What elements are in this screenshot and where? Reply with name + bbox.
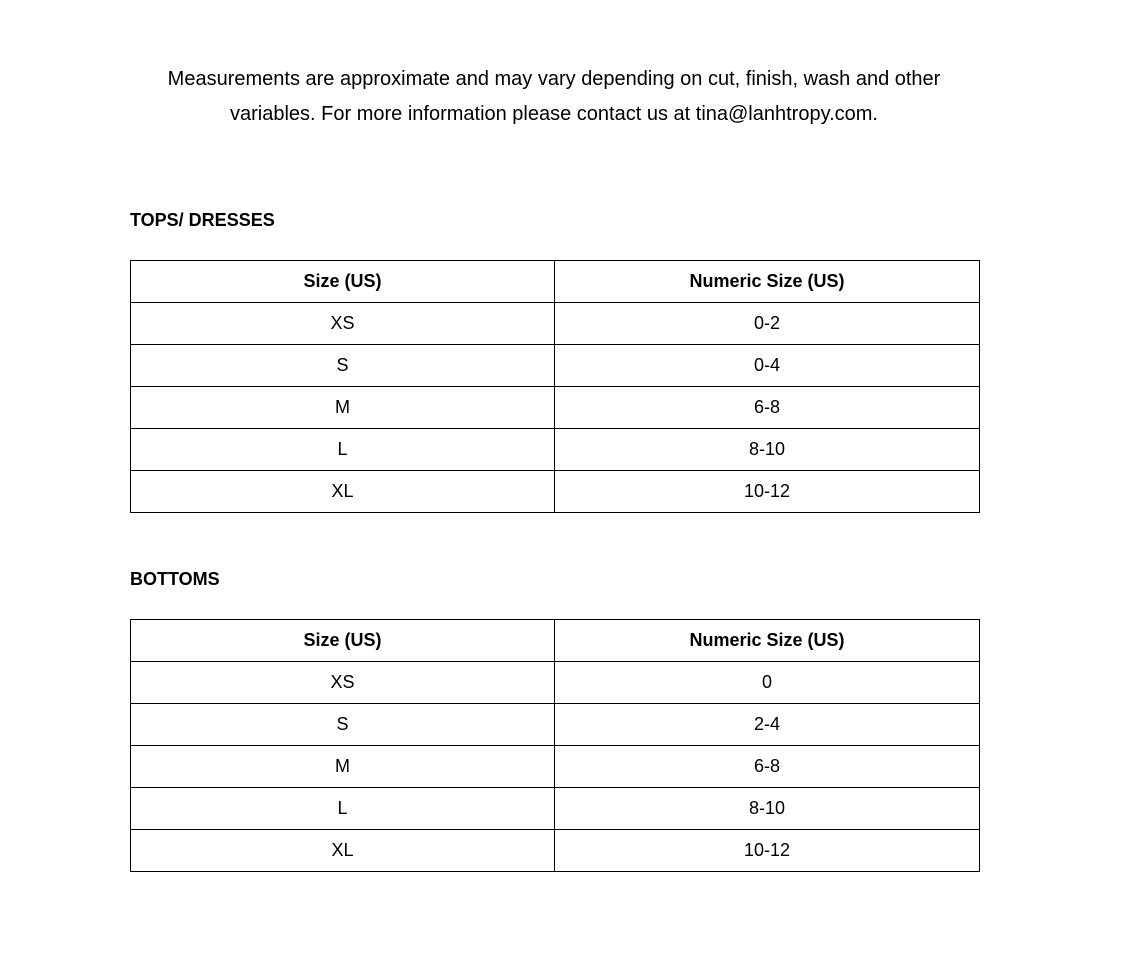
numeric-size-cell: 0 <box>555 662 980 704</box>
table-row <box>131 704 980 746</box>
column-header-size: Size (US) <box>131 620 555 662</box>
size-cell: XS <box>131 662 555 704</box>
table-header-row <box>131 620 980 662</box>
size-cell: XL <box>131 830 555 872</box>
table-row <box>131 788 980 830</box>
size-cell: XL <box>131 471 555 513</box>
table-row <box>131 746 980 788</box>
size-cell: M <box>131 746 555 788</box>
numeric-size-cell: 8-10 <box>555 429 980 471</box>
numeric-size-cell: 8-10 <box>555 788 980 830</box>
size-table-tops-dresses <box>130 260 980 513</box>
section-title-bottoms: BOTTOMS <box>130 569 220 589</box>
measurement-disclaimer: Measurements are approximate and may vary depending on cut, finish, wash and other variables. For more information please contact us at tina@lanhtropy.com. <box>167 68 941 125</box>
numeric-size-cell: 6-8 <box>555 387 980 429</box>
column-header-numeric-size: Numeric Size (US) <box>555 261 980 303</box>
table-row <box>131 830 980 872</box>
table-row <box>131 429 980 471</box>
size-cell: L <box>131 429 555 471</box>
column-header-size: Size (US) <box>131 261 555 303</box>
table-row <box>131 303 980 345</box>
numeric-size-cell: 0-2 <box>555 303 980 345</box>
table-row <box>131 662 980 704</box>
size-cell: XS <box>131 303 555 345</box>
numeric-size-cell: 2-4 <box>555 704 980 746</box>
size-cell: L <box>131 788 555 830</box>
size-cell: S <box>131 345 555 387</box>
numeric-size-cell: 6-8 <box>555 746 980 788</box>
numeric-size-cell: 0-4 <box>555 345 980 387</box>
size-table-bottoms <box>130 619 980 872</box>
column-header-numeric-size: Numeric Size (US) <box>555 620 980 662</box>
table-header-row <box>131 261 980 303</box>
table-row <box>131 471 980 513</box>
numeric-size-cell: 10-12 <box>555 471 980 513</box>
numeric-size-cell: 10-12 <box>555 830 980 872</box>
section-title-tops-dresses: TOPS/ DRESSES <box>130 210 275 230</box>
size-cell: M <box>131 387 555 429</box>
table-row <box>131 387 980 429</box>
table-row <box>131 345 980 387</box>
size-cell: S <box>131 704 555 746</box>
